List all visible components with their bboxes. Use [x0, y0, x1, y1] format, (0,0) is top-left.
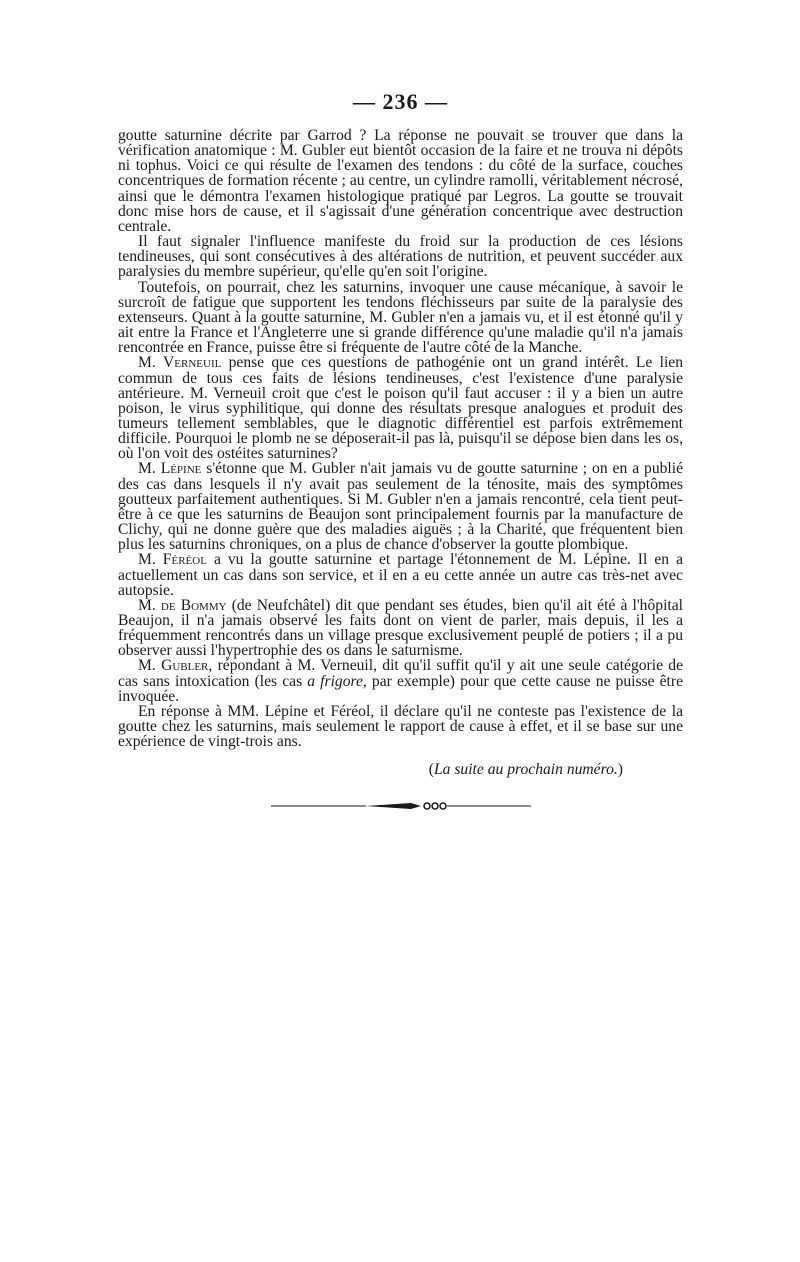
- speaker-name: Gubler: [161, 657, 209, 675]
- paragraph-text: pense que ces questions de pathogénie ont un grand intérêt. Le lien commun de tous ces faits de lésions tendineuses, c'est l'existence d'une paralysie antérieure. M. Verneuil croit que c'est le poison qu'il faut accuser : il y a bien un autre poison, le virus syphilitique, qui donne des résultats presque analogues et produit des tumeurs tellement semblables, que le diagnotic différentiel est parfois extrêmement difficile. Pourquoi le plomb ne se déposerait-il pas là, puisqu'il se dépose bien dans les os, où l'on voit des ostéites saturnines?: [118, 354, 683, 463]
- paragraph: [118, 704, 683, 749]
- paragraph: [118, 355, 683, 461]
- paragraph-text: En réponse à MM. Lépine et Féréol, il déclare qu'il ne conteste pas l'existence de la goutte chez les saturnins, mais seulement le rapport de cause à effet, et il se base sur une expérience de vingt-trois ans.: [118, 702, 683, 751]
- paragraph: [118, 234, 683, 279]
- paragraph-text: Toutefois, on pourrait, chez les saturnins, invoquer une cause mécanique, à savoir le surcroît de fatigue que supportent les tendons fléchisseurs par suite de la paralysie des extenseurs. Quant à la goutte saturnine, M. Gubler n'en a jamais vu, et il est étonné qu'il y ait entre la France et l'Angleterre une si grande différence qu'une maladie qu'il n'a jamais rencontrée en France, puisse être si fréquente de l'autre côté de la Manche.: [118, 278, 683, 357]
- paragraph-text: M.: [138, 460, 161, 478]
- paragraph-text: , répondant à M. Verneuil, dit qu'il suffit qu'il y ait une seule catégorie de cas sans intoxication (les cas: [118, 657, 684, 690]
- paragraph-text: M.: [138, 657, 162, 675]
- page-number: — 236 —: [353, 89, 448, 114]
- speaker-name: de Bommy: [160, 596, 227, 614]
- speaker-name: Verneuil: [163, 354, 222, 372]
- paragraph-text: , par exemple) pour que cette cause ne puisse être invoquée.: [118, 672, 683, 705]
- paragraph: [118, 598, 683, 659]
- body-text: [118, 128, 683, 749]
- paragraph-text: M.: [138, 551, 163, 569]
- paragraph-text: a vu la goutte saturnine et partage l'étonnement de M. Lépine. Il en a actuellement un cas dans son service, et il en a eu cette année un autre cas très-net avec autopsie.: [118, 551, 683, 599]
- paragraph-text: goutte saturnine décrite par Garrod ? La réponse ne pouvait se trouver que dans la vérification anatomique : M. Gubler eut bientôt occasion de la faire et ne trouva ni dépôts ni tophus. Voici ce qui résulte de l'examen des tendons : du côté de la surface, couches concentriques de formation récente ; au centre, un cylindre ramolli, véritablement nécrosé, ainsi que le démontra l'examen histologique pratiqué par Legros. La goutte se trouvait donc mise hors de cause, et il s'agissait d'une génération concentrique avec destruction centrale.: [118, 127, 683, 235]
- end-ornament: [271, 801, 531, 811]
- paragraph: [118, 461, 683, 552]
- paragraph: [118, 280, 683, 356]
- speaker-name: Lépine: [160, 460, 202, 478]
- continuation-open: (: [428, 761, 434, 779]
- continuation-close: ): [617, 761, 623, 779]
- paragraph-text: (de Neufchâtel) dit que pendant ses études, bien qu'il ait été à l'hôpital Beaujon, il n'a jamais observé les faits dont on vient de parler, mais depuis, il les a fréquemment rencontrés dans un village presque exclusivement peuplé de potiers ; il a pu observer aussi l'hypertrophie des os dans le saturnisme.: [118, 596, 683, 660]
- ornament-rule-icon: [271, 801, 531, 811]
- paragraph: [118, 128, 683, 234]
- continuation-note: [118, 761, 623, 779]
- paragraph-text: M.: [138, 354, 164, 372]
- italic-text: a frigore: [307, 672, 363, 690]
- paragraph-text: s'étonne que M. Gubler n'ait jamais vu de goutte saturnine ; on en a publié des cas dans lesquels il n'y avait pas seulement de la ténosite, mais des symptômes goutteux parfaitement authentiques. Si M. Gubler n'en a jamais rencontré, cela tient peut-être à ce que les saturnins de Beaujon sont principalement fournis par la manufacture de Clichy, qui ne donne guère que des maladies aiguës ; à la Charité, que fréquentent bien plus les saturnins chroniques, on a plus de chance d'observer la goutte plombique.: [118, 460, 683, 554]
- continuation-text: La suite au prochain numéro.: [433, 761, 618, 779]
- paragraph: [118, 552, 683, 597]
- paragraph: [118, 658, 683, 703]
- document-page: [118, 88, 683, 811]
- paragraph-text: M.: [138, 596, 161, 614]
- paragraph-text: Il faut signaler l'influence manifeste du froid sur la production de ces lésions tendineuses, qui sont consécutives à des altérations de nutrition, et peuvent succéder aux paralysies du membre supérieur, qu'elle qu'en soit l'origine.: [118, 233, 683, 281]
- speaker-name: Féréol: [162, 551, 207, 569]
